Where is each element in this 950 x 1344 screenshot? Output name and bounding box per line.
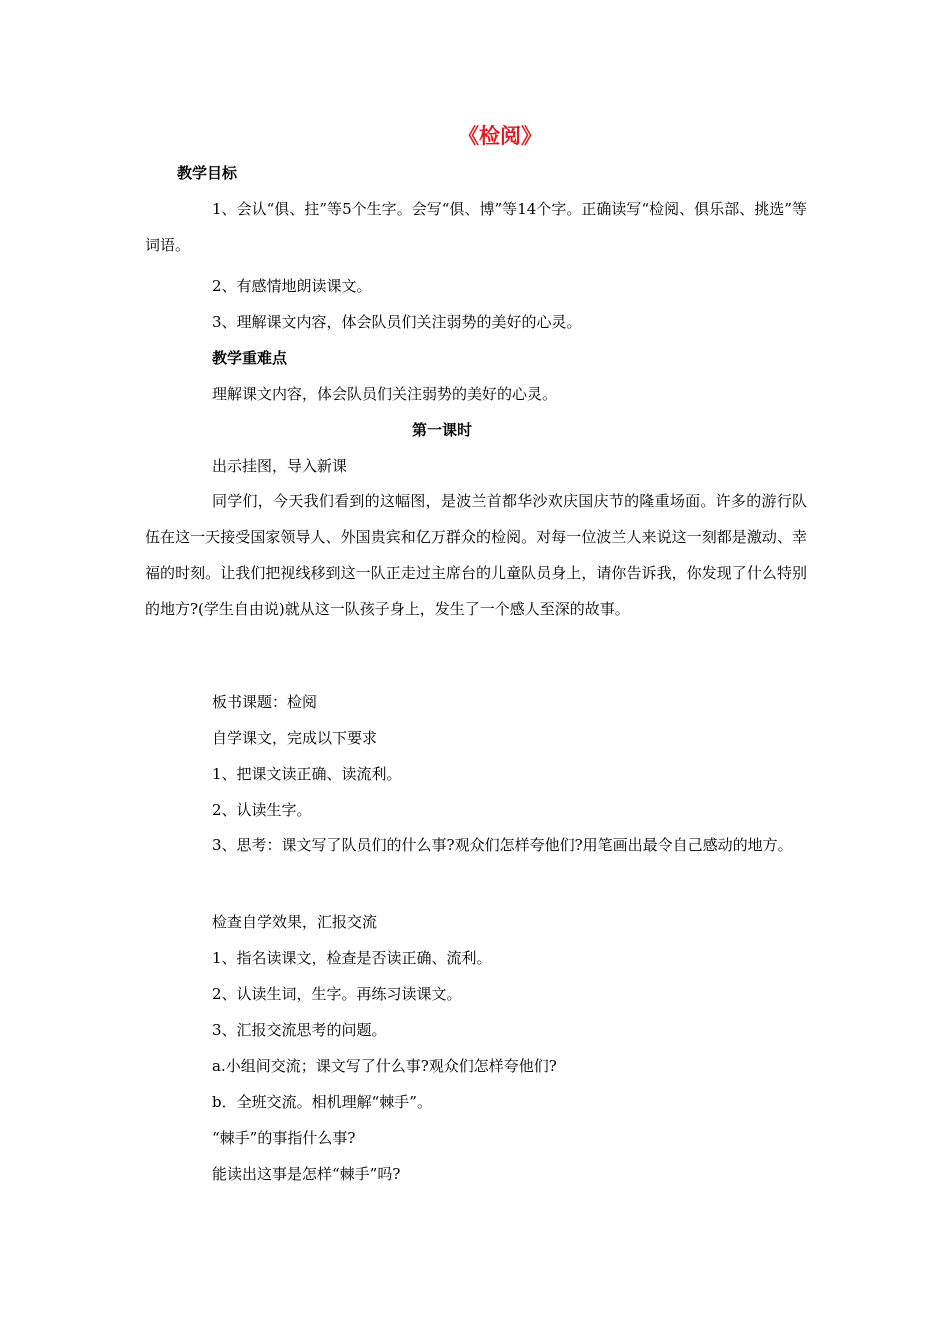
document-title: 《检阅》 <box>458 123 542 148</box>
board-title: 板书课题：检阅 <box>212 693 318 711</box>
lesson-heading: 第一课时 <box>411 421 472 439</box>
self-study-item-3: 3、思考：课文写了队员们的什么事?观众们怎样夸他们?用笔画出最令自己感动的地方。 <box>212 836 793 854</box>
check-item-3: 3、汇报交流思考的问题。 <box>212 1021 387 1039</box>
intro-paragraph: 同学们，今天我们看到的这幅图，是波兰首都华沙欢庆国庆节的隆重场面。许多的游行队伍在这一天接受国家领导人、外国贵宾和亿万群众的检阅。对每一位波兰人来说这一刻都是激动、幸福的时刻。让我们把视线移到这一队正走过主席台的儿童队员身上，请你告诉我，你发现了什么特别的地方?(学生自由说)就从这一队孩子身上，发生了一个感人至深的故事。 <box>145 492 807 618</box>
check-sub-b: b．全班交流。相机理解“棘手”。 <box>212 1093 432 1111</box>
self-study-item-1: 1、把课文读正确、读流利。 <box>212 765 402 783</box>
objective-1: 1、会认“俱、拄”等5个生字。会写“俱、博”等14个字。正确读写“检阅、俱乐部、挑选”等词语。 <box>145 200 807 254</box>
self-study-heading: 自学课文，完成以下要求 <box>212 729 378 747</box>
question-2: 能读出这事是怎样“棘手”吗? <box>212 1165 401 1183</box>
heading-key-points: 教学重难点 <box>212 349 288 367</box>
check-item-1: 1、指名读课文，检查是否读正确、流利。 <box>212 949 492 967</box>
step-intro: 出示挂图，导入新课 <box>212 457 348 475</box>
question-1: “棘手”的事指什么事? <box>212 1129 356 1147</box>
self-study-item-2: 2、认读生字。 <box>212 801 312 819</box>
objective-2: 2、有感情地朗读课文。 <box>212 277 372 295</box>
key-points-text: 理解课文内容，体会队员们关注弱势的美好的心灵。 <box>212 385 558 403</box>
objective-3: 3、理解课文内容，体会队员们关注弱势的美好的心灵。 <box>212 313 582 331</box>
check-heading: 检查自学效果，汇报交流 <box>212 913 378 931</box>
check-sub-a: a.小组间交流；课文写了什么事?观众们怎样夸他们? <box>212 1057 557 1075</box>
heading-objectives: 教学目标 <box>177 164 238 182</box>
check-item-2: 2、认读生词，生字。再练习读课文。 <box>212 985 462 1003</box>
